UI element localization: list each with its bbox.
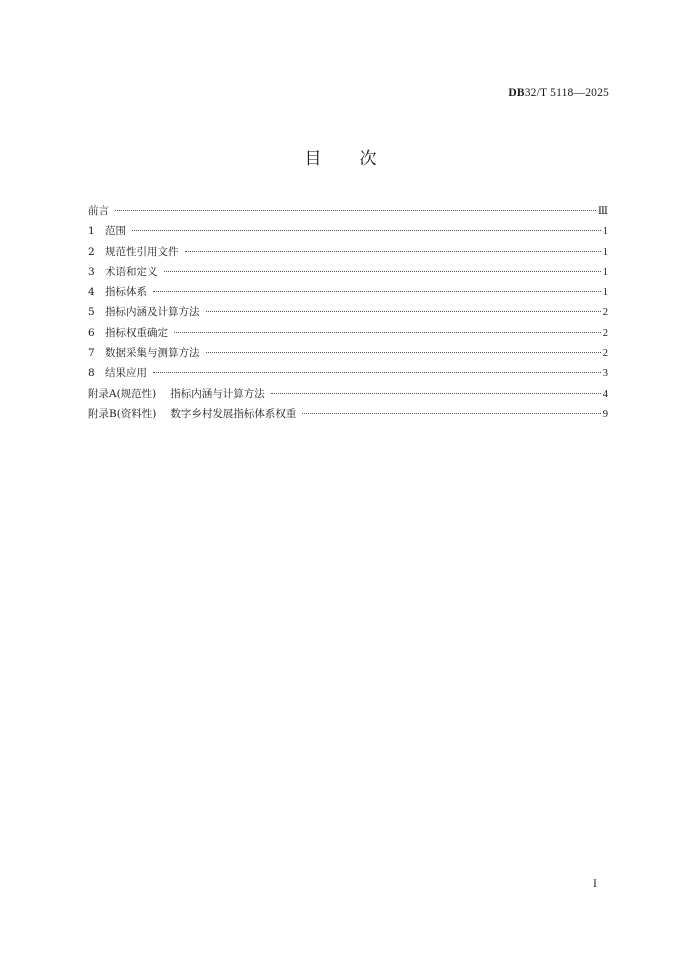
annex-title: 指标内涵与计算方法 bbox=[170, 387, 265, 400]
toc-leader-dots bbox=[174, 332, 601, 333]
annex-title: 数字乡村发展指标体系权重 bbox=[170, 407, 297, 420]
toc-entry-page: 1 bbox=[602, 287, 608, 299]
toc-entry-annex-a[interactable] bbox=[88, 384, 608, 404]
toc-entry-number: 5 bbox=[88, 306, 95, 319]
standard-code bbox=[508, 87, 609, 99]
toc-entry-5[interactable] bbox=[88, 302, 608, 322]
toc-entry-8[interactable] bbox=[88, 363, 608, 383]
toc-leader-dots bbox=[153, 291, 601, 292]
toc-leader-dots bbox=[302, 413, 600, 414]
toc-entry-number: 3 bbox=[88, 265, 95, 278]
toc-entry-4[interactable] bbox=[88, 282, 608, 302]
annex-designation: 附录A(规范性) bbox=[88, 387, 157, 400]
toc-leader-dots bbox=[185, 251, 601, 252]
toc-entry-page: 1 bbox=[602, 266, 608, 278]
toc-entry-label: 数据采集与测算方法 bbox=[105, 347, 200, 360]
toc-entry-page: 1 bbox=[602, 246, 608, 258]
standard-code-prefix: DB bbox=[508, 87, 525, 99]
toc-leader-dots bbox=[115, 210, 596, 211]
toc-entry-number: 8 bbox=[88, 367, 95, 380]
toc-leader-dots bbox=[206, 311, 601, 312]
toc-entry-1[interactable] bbox=[88, 221, 608, 241]
toc-entry-3[interactable] bbox=[88, 262, 608, 282]
toc-entry-page: 1 bbox=[602, 226, 608, 238]
toc-leader-dots bbox=[206, 352, 601, 353]
toc-entry-number: 4 bbox=[88, 286, 95, 299]
toc-entry-label: 指标体系 bbox=[105, 286, 147, 299]
toc-entry-number: 1 bbox=[88, 225, 95, 238]
toc-entry-2[interactable] bbox=[88, 242, 608, 262]
toc-leader-dots bbox=[271, 393, 601, 394]
toc-entry-label: 范围 bbox=[105, 225, 126, 238]
toc-entry-label bbox=[88, 384, 265, 404]
table-of-contents bbox=[88, 201, 608, 424]
toc-entry-page: 2 bbox=[602, 348, 608, 360]
toc-leader-dots bbox=[153, 372, 601, 373]
toc-entry-number: 6 bbox=[88, 326, 95, 339]
toc-entry-page: 9 bbox=[602, 408, 608, 420]
toc-entry-label: 结果应用 bbox=[105, 367, 147, 380]
toc-entry-number: 2 bbox=[88, 245, 95, 258]
toc-entry-page: 2 bbox=[602, 327, 608, 339]
toc-entry-page: Ⅲ bbox=[597, 206, 608, 217]
toc-entry-number: 7 bbox=[88, 347, 95, 360]
toc-entry-page: 4 bbox=[602, 388, 608, 400]
toc-entry-label: 指标权重确定 bbox=[105, 326, 168, 339]
page-title: 目次 bbox=[304, 149, 415, 169]
toc-leader-dots bbox=[164, 271, 601, 272]
toc-entry-label: 前言 bbox=[88, 205, 109, 217]
toc-entry-page: 2 bbox=[602, 307, 608, 319]
annex-designation: 附录B(资料性) bbox=[88, 407, 157, 420]
toc-entry-label bbox=[88, 404, 296, 424]
toc-leader-dots bbox=[132, 230, 601, 231]
toc-entry-label: 术语和定义 bbox=[105, 265, 158, 278]
toc-entry-6[interactable] bbox=[88, 323, 608, 343]
toc-entry-page: 3 bbox=[602, 368, 608, 380]
toc-entry-annex-b[interactable] bbox=[88, 404, 608, 424]
toc-entry-label: 规范性引用文件 bbox=[105, 245, 179, 258]
page-number: Ⅰ bbox=[593, 879, 597, 890]
toc-entry-foreword[interactable] bbox=[88, 201, 608, 221]
toc-entry-7[interactable] bbox=[88, 343, 608, 363]
toc-entry-label: 指标内涵及计算方法 bbox=[105, 306, 200, 319]
standard-code-number: 32/T 5118—2025 bbox=[524, 87, 609, 99]
